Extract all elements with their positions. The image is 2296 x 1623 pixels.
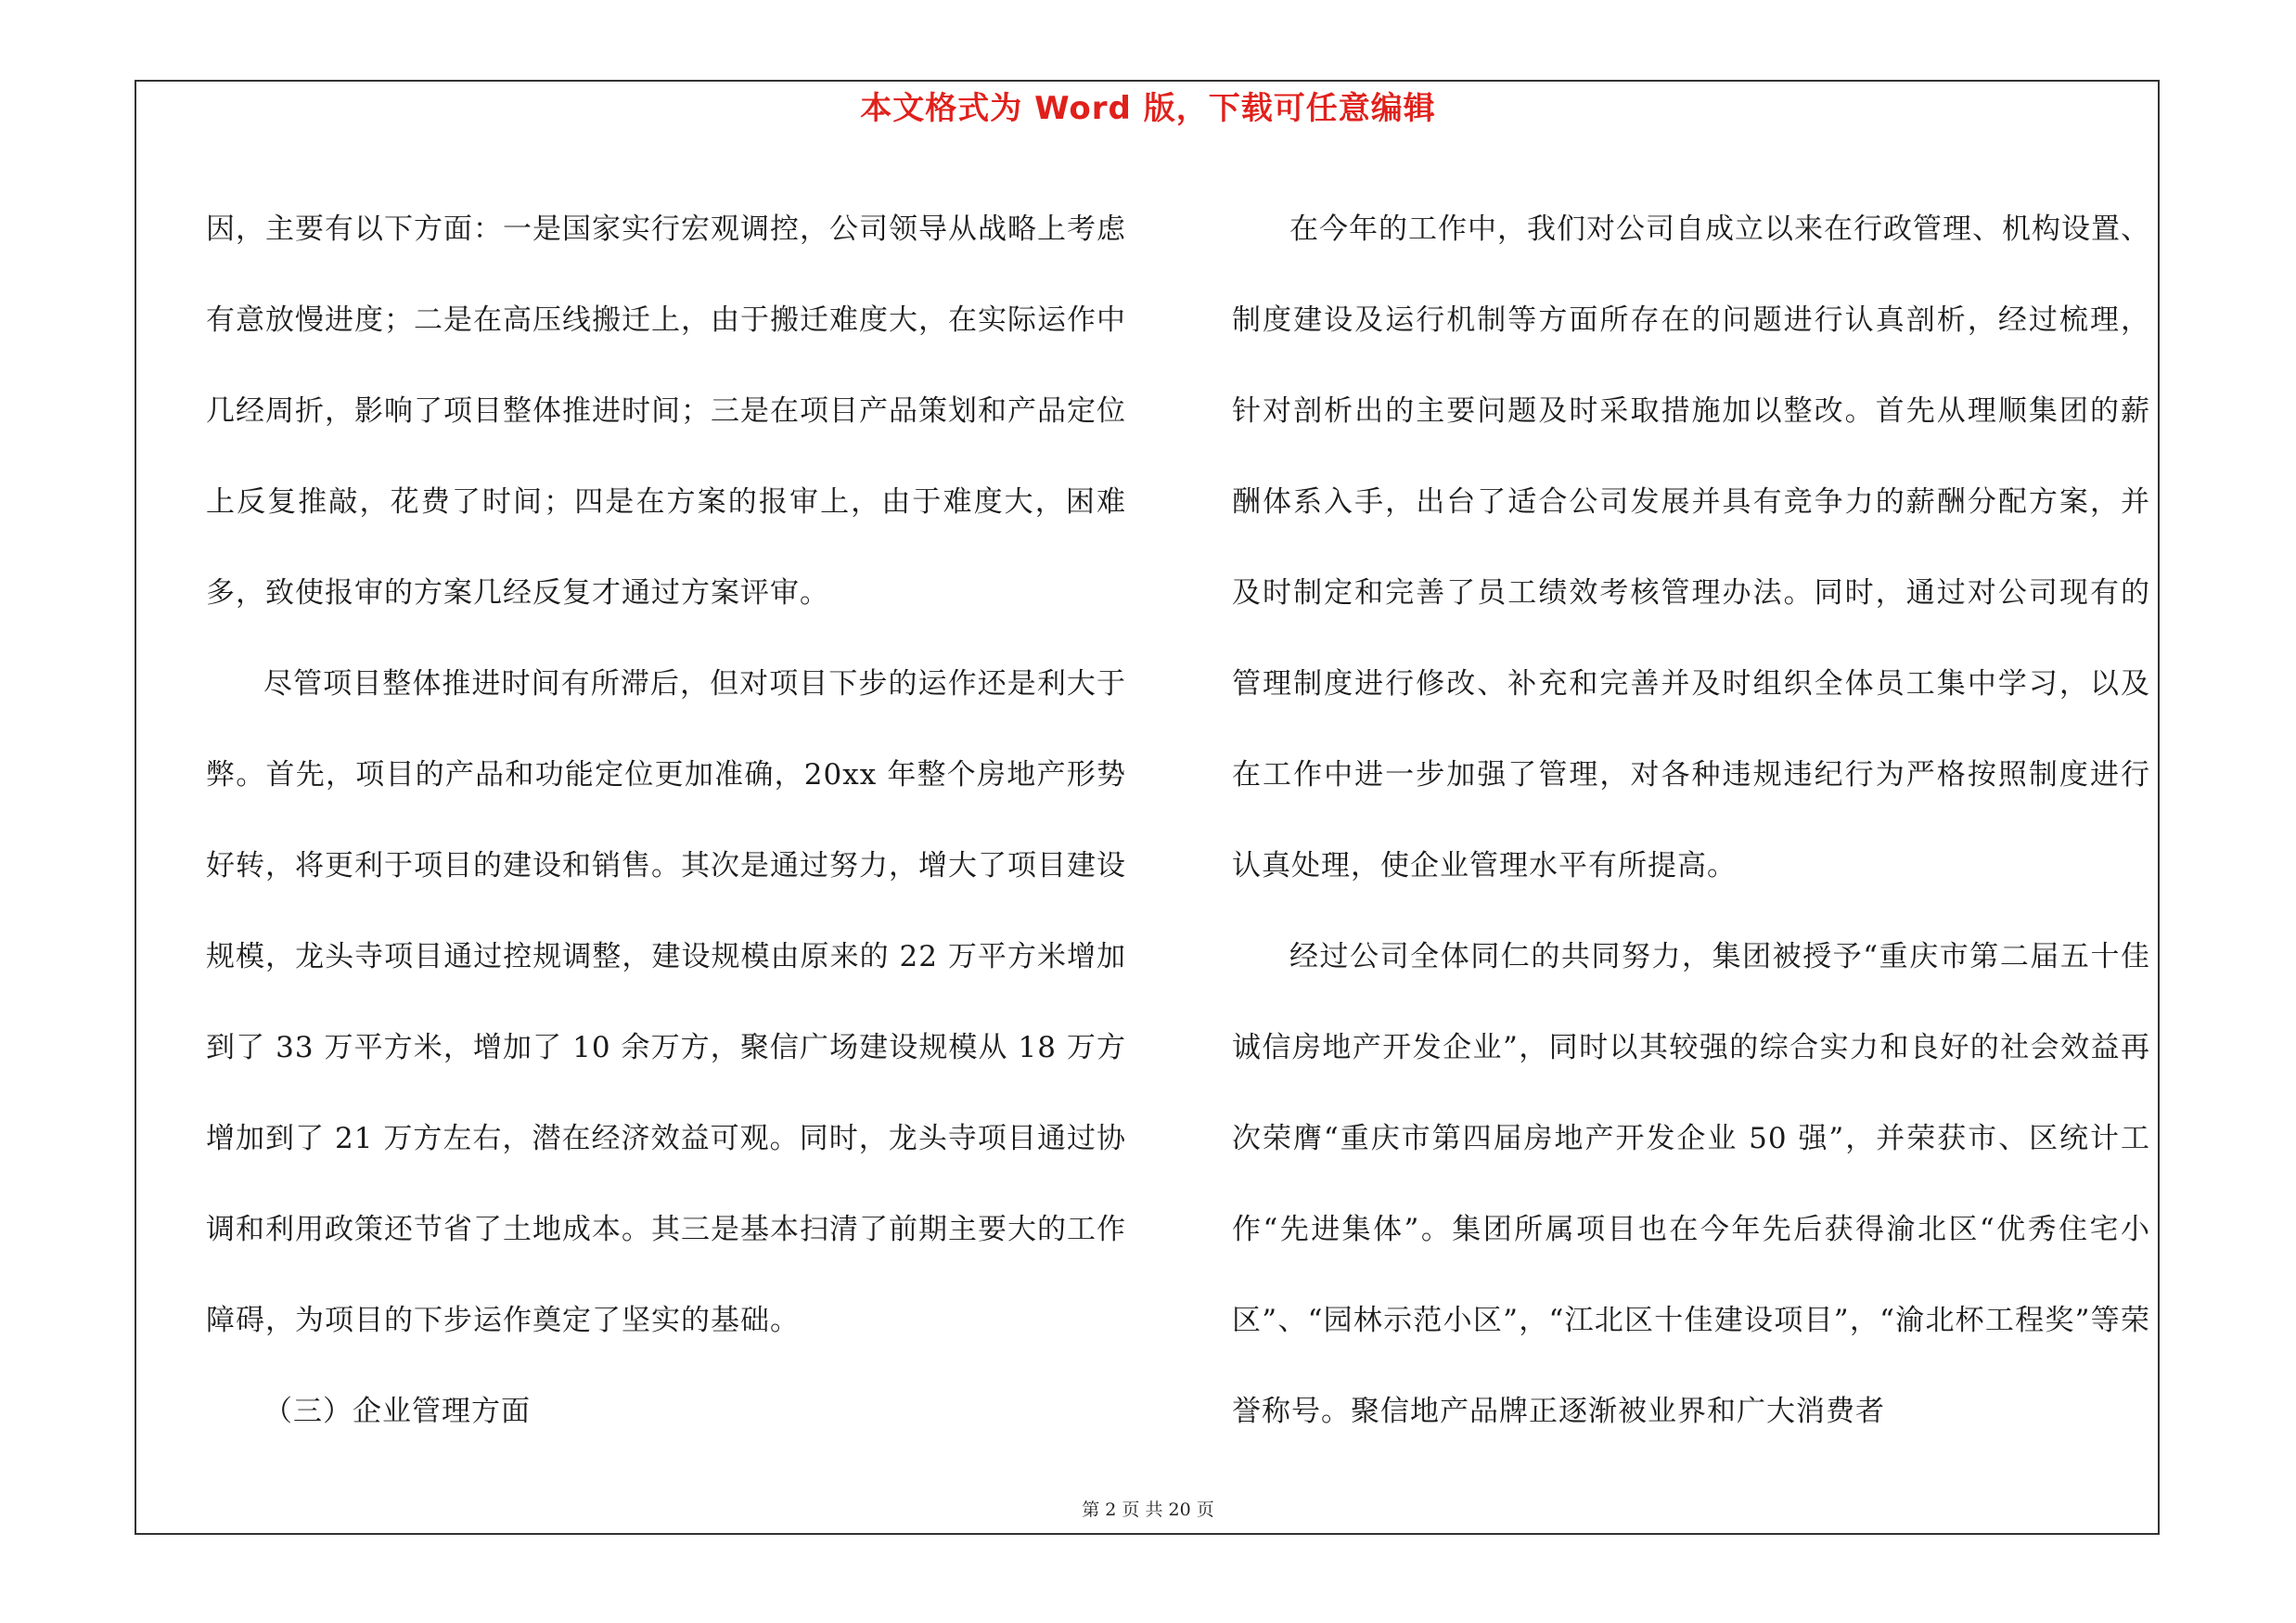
body-paragraph: 在今年的工作中，我们对公司自成立以来在行政管理、机构设置、制度建设及运行机制等方面所存在的问题进行认真剖析，经过梳理，针对剖析出的主要问题及时采取措施加以整改。首先从理顺集团的薪酬体系入手，出台了适合公司发展并具有竞争力的薪酬分配方案，并及时制定和完善了员工绩效考核管理办法。同时，通过对公司现有的管理制度进行修改、补充和完善并及时组织全体员工集中学习，以及在工作中进一步加强了管理，对各种违规违纪行为严格按照制度进行认真处理，使企业管理水平有所提高。 xyxy=(1232,213,2150,882)
format-banner: 本文格式为 Word 版，下载可任意编辑 xyxy=(860,90,1436,127)
body-paragraph: 经过公司全体同仁的共同努力，集团被授予“重庆市第二届五十佳诚信房地产开发企业”，同时以其较强的综合实力和良好的社会效益再次荣膺“重庆市第四届房地产开发企业 50 强”，并荣获市、区统计工作“先进集体”。集团所属项目也在今年先后获得渝北区“优秀住宅小区”、“园林示范小区”，“江北区十佳建设项目”，“渝北杯工程奖”等荣誉称号。聚信地产品牌正逐渐被业界和广大消费者 xyxy=(1232,940,2150,1428)
section-heading: （三）企业管理方面 xyxy=(263,1395,531,1428)
right-text-column xyxy=(1232,184,2150,1457)
body-paragraph-continued: 因，主要有以下方面：一是国家实行宏观调控，公司领导从战略上考虑有意放慢进度；二是在高压线搬迁上，由于搬迁难度大，在实际运作中几经周折，影响了项目整体推进时间；三是在项目产品策划和产品定位上反复推敲，花费了时间；四是在方案的报审上，由于难度大，困难多，致使报审的方案几经反复才通过方案评审。 xyxy=(206,213,1126,610)
body-paragraph: 尽管项目整体推进时间有所滞后，但对项目下步的运作还是利大于弊。首先，项目的产品和功能定位更加准确，20xx 年整个房地产形势好转，将更利于项目的建设和销售。其次是通过努力，增大了项目建设规模，龙头寺项目通过控规调整，建设规模由原来的 22 万平方米增加到了 33 万平方米，增加了 10 余万方，聚信广场建设规模从 18 万方增加到了 21 万方左右，潜在经济效益可观。同时，龙头寺项目通过协调和利用政策还节省了土地成本。其三是基本扫清了前期主要大的工作障碍，为项目的下步运作奠定了坚实的基础。 xyxy=(206,667,1126,1337)
left-text-column xyxy=(206,184,1126,1457)
page-number-footer: 第 2 页 共 20 页 xyxy=(1082,1500,1214,1520)
